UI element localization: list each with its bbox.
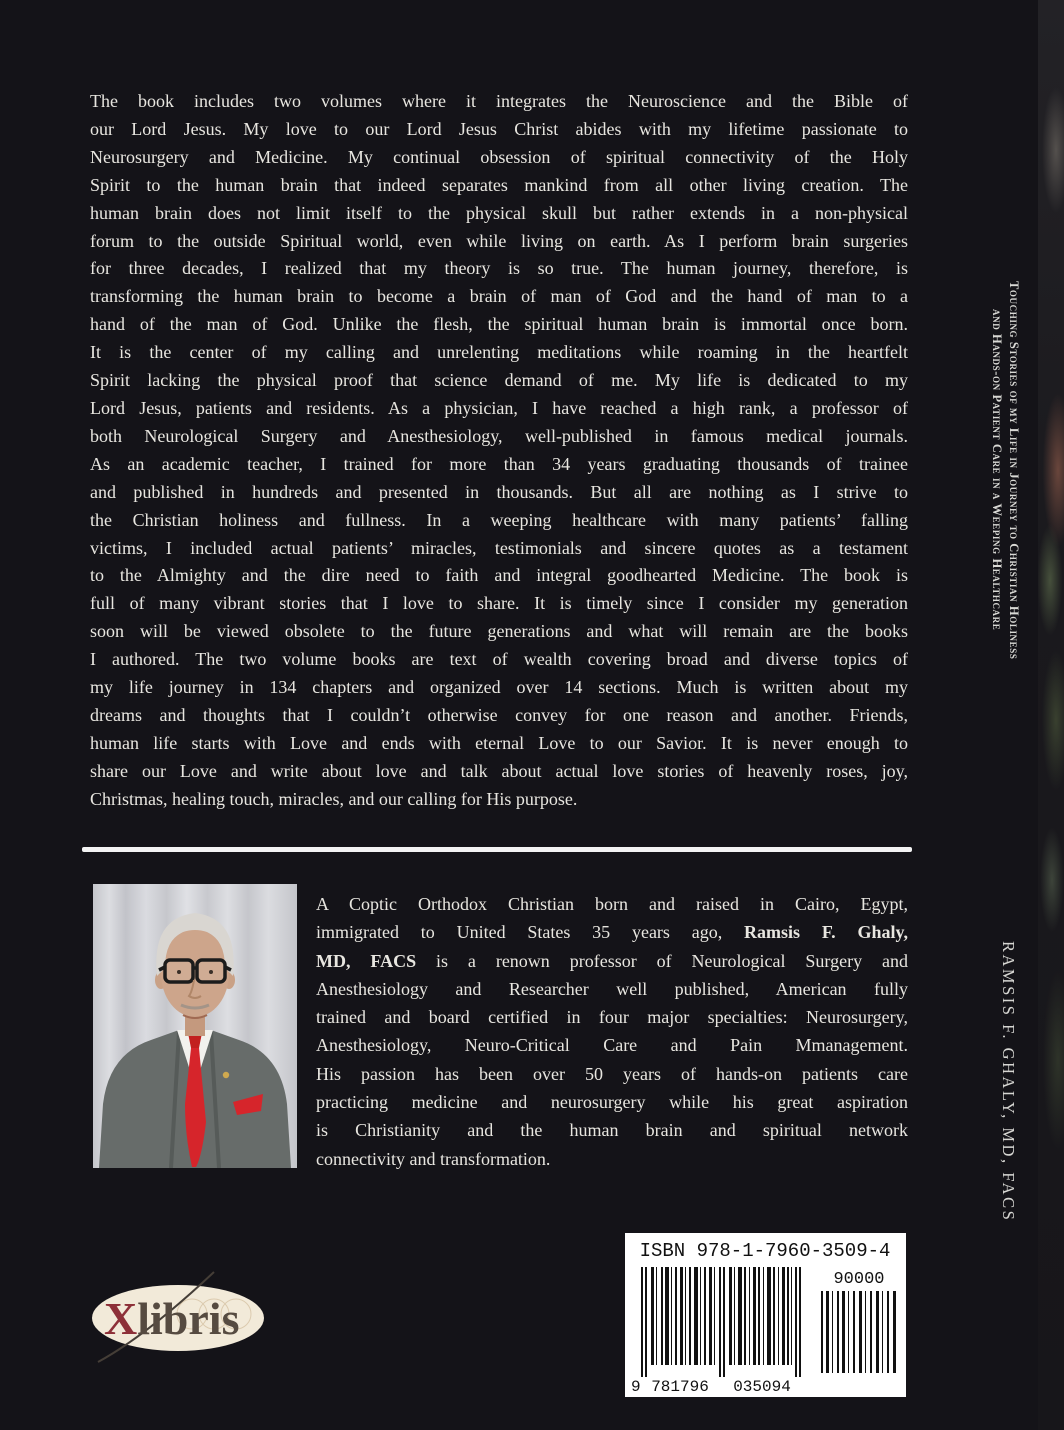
bio-text: Anesthesiology, Neuro-Critical Care and Pain Mmanagement.	[316, 1035, 908, 1056]
barcode-digits-group2: 035094	[733, 1378, 791, 1396]
barcode-digit-prefix: 9	[631, 1378, 641, 1396]
publisher-logo	[88, 1270, 268, 1366]
bio-line	[316, 918, 908, 946]
barcode-digits-group1: 781796	[651, 1378, 709, 1396]
synopsis-line: and published in hundreds and presented in thousands. But all are nothing as I strive to	[90, 481, 908, 502]
synopsis-line: to the Almighty and the dire need to faith and integral goodhearted Medicine. The book is	[90, 565, 908, 586]
author-bio	[316, 890, 908, 1173]
synopsis-line: my life journey in 134 chapters and organized over 14 sections. Much is written about my	[90, 677, 908, 698]
synopsis-line: forum to the outside Spiritual world, even while living on earth. As I perform brain surgeries	[90, 230, 908, 251]
synopsis-line: The book includes two volumes where it integrates the Neuroscience and the Bible of	[90, 91, 908, 111]
bio-text: His passion has been over 50 years of hands-on patients care	[316, 1063, 908, 1084]
bio-text-bold: MD, FACS	[316, 950, 417, 971]
synopsis-line: Neurosurgery and Medicine. My continual obsession of spiritual connectivity of the Holy	[90, 146, 908, 167]
synopsis-line: Spirit to the human brain that indeed separates mankind from all other living creation. The	[90, 174, 908, 195]
bio-text-bold: Ramsis F. Ghaly,	[744, 922, 908, 943]
bio-text: Anesthesiology and Researcher well published, American fully	[316, 978, 908, 999]
bio-line	[316, 947, 908, 975]
isbn-barcode	[625, 1233, 906, 1397]
logo-wordmark	[104, 1293, 239, 1344]
synopsis-line: transforming the human brain to become a brain of man of God and the hand of man to a	[90, 286, 908, 307]
bio-text: connectivity and transformation.	[316, 1148, 551, 1169]
spine-title	[988, 212, 1022, 728]
bio-line	[316, 1116, 908, 1144]
logo-rest: libris	[137, 1293, 240, 1344]
synopsis-line: dreams and thoughts that I couldn’t otherwise convey for one reason and another. Friends,	[90, 704, 908, 725]
synopsis-line: for three decades, I realized that my theory is so true. The human journey, therefore, is	[90, 258, 908, 279]
bio-line	[316, 975, 908, 1003]
synopsis-line: Christmas, healing touch, miracles, and our calling for His purpose.	[90, 788, 578, 809]
bio-text: is a renown professor of Neurological Surgery and	[416, 950, 908, 971]
section-divider	[82, 847, 912, 852]
book-edge-texture	[1038, 0, 1064, 1430]
synopsis-line: human brain does not limit itself to the physical skull but rather extends in a non-physical	[90, 202, 908, 223]
synopsis-line: It is the center of my calling and unrelenting meditations while roaming in the heartfelt	[90, 342, 908, 363]
synopsis-line: Lord Jesus, patients and residents. As a physician, I have reached a high rank, a professor of	[90, 397, 908, 418]
spine-author-name: RAMSIS F. GHALY, MD, FACS	[999, 941, 1018, 1223]
synopsis-line: Spirit lacking the physical proof that science demand of me. My life is dedicated to my	[90, 370, 908, 391]
price-code: 90000	[833, 1270, 885, 1289]
bio-line	[316, 1145, 908, 1173]
synopsis-line: our Lord Jesus. My love to our Lord Jesus Christ abides with my lifetime passionate to	[90, 118, 908, 139]
author-portrait-photo	[93, 884, 297, 1168]
spine-title-line-1: Touching Stories of my Life in Journey to Christian Holiness	[1007, 280, 1021, 660]
bio-text: practicing medicine and neurosurgery while his great aspiration	[316, 1092, 908, 1113]
bio-text: is Christianity and the human brain and spiritual network	[316, 1120, 908, 1141]
bio-line	[316, 1060, 908, 1088]
synopsis-line: both Neurological Surgery and Anesthesiology, well-published in famous medical journals.	[90, 425, 908, 446]
bio-line	[316, 1003, 908, 1031]
synopsis-line: human life starts with Love and ends with eternal Love to our Savior. It is never enough to	[90, 732, 908, 753]
bio-line	[316, 1031, 908, 1059]
bio-text: trained and board certified in four major specialties: Neurosurgery,	[316, 1007, 908, 1028]
synopsis-line: As an academic teacher, I trained for more than 34 years graduating thousands of trainee	[90, 453, 908, 474]
spine-title-line-2: and Hands-on Patient Care in a Weeping Healthcare	[990, 309, 1004, 631]
synopsis-line: full of many vibrant stories that I love to share. It is timely since I consider my generation	[90, 593, 908, 614]
synopsis-line: victims, I included actual patients’ miracles, testimonials and sincere quotes as a testament	[90, 537, 908, 558]
synopsis-line: hand of the man of God. Unlike the flesh, the spiritual human brain is immortal once born.	[90, 314, 908, 335]
isbn-label: ISBN 978-1-7960-3509-4	[639, 1240, 891, 1262]
synopsis-line: soon will be viewed obsolete to the future generations and what will remain are the books	[90, 621, 908, 642]
synopsis-line: share our Love and write about love and talk about actual love stories of heavenly roses, joy,	[90, 760, 908, 781]
logo-initial: X	[104, 1293, 138, 1344]
synopsis-paragraph	[90, 88, 908, 814]
synopsis-line: I authored. The two volume books are text of wealth covering broad and diverse topics of	[90, 649, 908, 670]
bio-line	[316, 890, 908, 918]
synopsis-line: the Christian holiness and fullness. In a weeping healthcare with many patients’ falling	[90, 509, 908, 530]
bio-line	[316, 1088, 908, 1116]
bio-text: immigrated to United States 35 years ago,	[316, 922, 745, 943]
bio-text: A Coptic Orthodox Christian born and raised in Cairo, Egypt,	[316, 894, 908, 914]
